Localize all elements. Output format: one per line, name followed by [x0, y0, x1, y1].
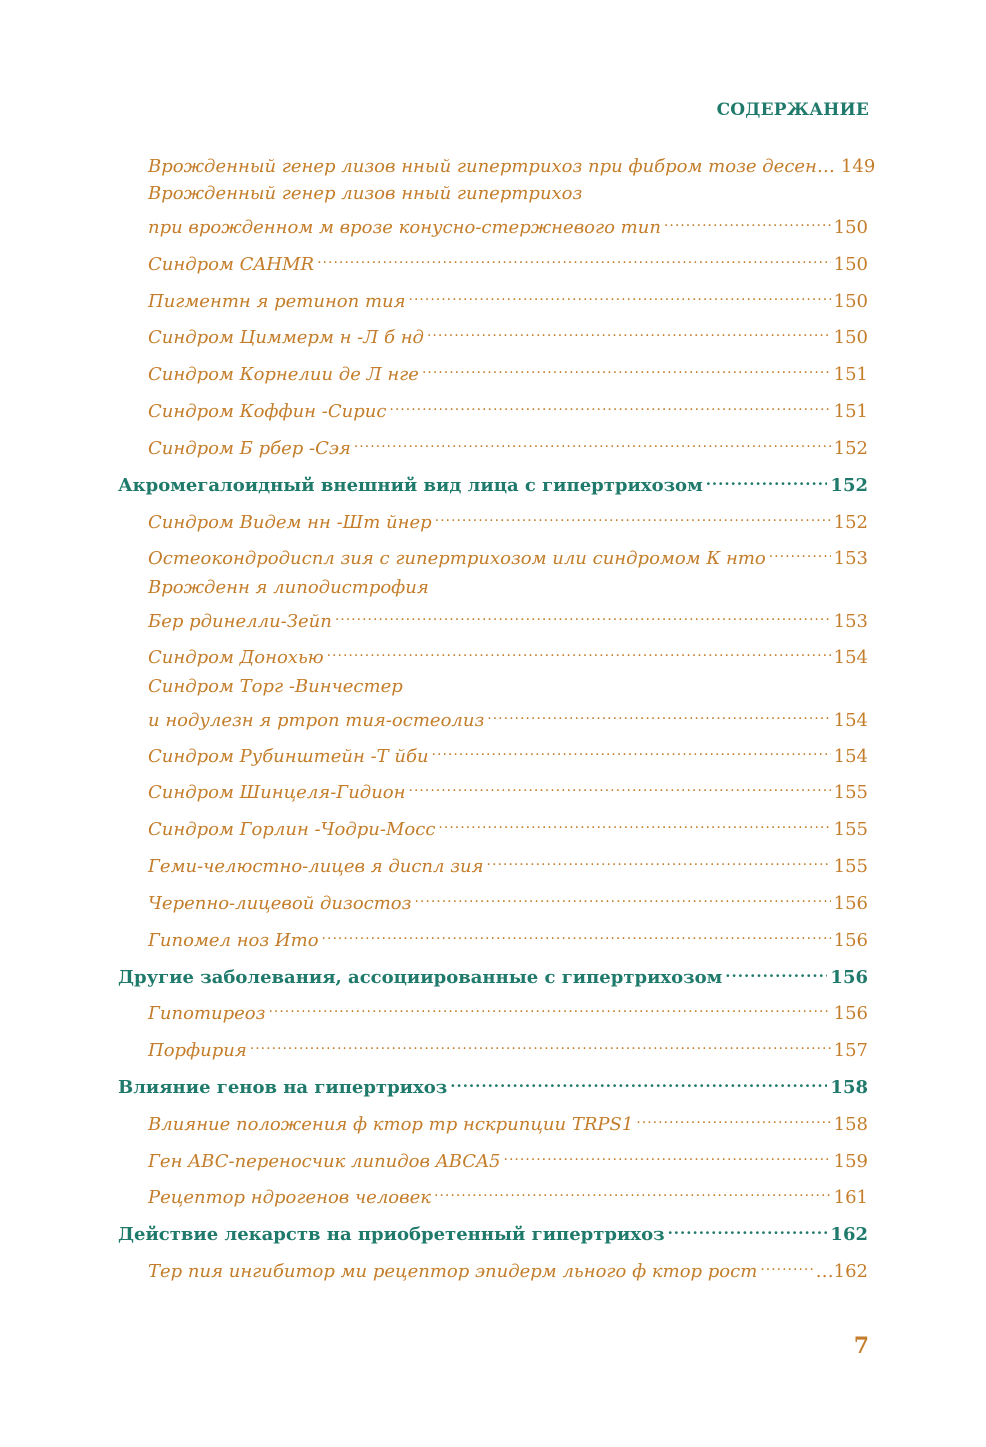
toc-entry-title: Влияние положения ф ктор тр нскрипции TRPS1 — [148, 1114, 634, 1135]
dot-leader — [327, 637, 831, 663]
toc-entry-title-line: Синдром Торг -Винчестер — [148, 676, 403, 697]
toc-entry-row — [148, 354, 868, 388]
toc-entry-row — [148, 772, 868, 806]
toc-entry-row — [148, 281, 868, 315]
toc-page-number: 156 — [830, 967, 868, 988]
toc-page-number: 154 — [833, 710, 868, 731]
toc-entry-row — [118, 1067, 868, 1101]
toc-entry-row — [148, 1251, 868, 1285]
toc-entry-title: Синдром Горлин -Чодри-Мосс — [148, 819, 436, 840]
toc-entry-title: Синдром Циммерм н -Л б нд — [148, 327, 424, 348]
toc-page-number: 152 — [833, 512, 868, 533]
toc-entry-row — [118, 465, 868, 499]
toc-entry[interactable] — [148, 281, 868, 315]
toc-entry-row — [148, 736, 868, 770]
toc-entry[interactable] — [148, 244, 868, 278]
dot-leader — [434, 1177, 831, 1203]
dot-leader — [422, 354, 831, 380]
toc-entry-row — [148, 1104, 868, 1138]
toc-entry-row — [148, 809, 868, 843]
toc-entry-row — [148, 207, 868, 241]
dot-leader — [725, 957, 827, 983]
toc-page-number: 154 — [833, 746, 868, 767]
toc-page-number: 156 — [833, 1003, 868, 1024]
toc-entry-row — [148, 391, 868, 425]
toc-entry-row — [148, 146, 876, 180]
toc-entry[interactable] — [148, 1141, 868, 1175]
dot-leader — [435, 502, 831, 528]
toc-entry-title: Врожденный генер лизов нный гипертрихоз при фибром тозе десен… — [148, 156, 835, 177]
toc-page-number: 155 — [833, 856, 868, 877]
toc-entry-title: Влияние генов на гипертрихоз — [118, 1077, 448, 1098]
toc-page-number: 155 — [833, 819, 868, 840]
toc-entry[interactable] — [148, 391, 868, 425]
toc-page-number: 151 — [833, 364, 868, 385]
dot-leader — [414, 883, 830, 909]
toc-entry-title: Геми-челюстно-лицев я диспл зия — [148, 856, 484, 877]
toc-entry-row — [148, 244, 868, 278]
toc-entry-title: Черепно-лицевой дизостоз — [148, 893, 412, 914]
dot-leader — [317, 244, 831, 270]
toc-entry[interactable] — [148, 846, 868, 880]
dot-leader — [409, 772, 831, 798]
toc-page-number: 157 — [833, 1040, 868, 1061]
page-number: 7 — [853, 1333, 869, 1359]
toc-entry[interactable] — [148, 1177, 868, 1211]
toc-entry-row — [148, 601, 868, 635]
dot-leader — [760, 1251, 812, 1277]
toc-page-number: 159 — [833, 1151, 868, 1172]
toc-entry-title: Действие лекарств на приобретенный гипертрихоз — [118, 1224, 665, 1245]
toc-entry-row — [118, 1214, 868, 1248]
dot-leader — [432, 736, 831, 762]
toc-entry-title: Рецептор ндрогенов человек — [148, 1187, 432, 1208]
toc-entry[interactable] — [148, 772, 868, 806]
dot-leader — [250, 1030, 831, 1056]
toc-entry[interactable] — [148, 538, 868, 572]
toc-page-number: 150 — [833, 327, 868, 348]
toc-entry-title: Синдром Рубинштейн -Т йби — [148, 746, 429, 767]
toc-entry-row — [148, 1177, 868, 1211]
toc-section[interactable] — [118, 957, 868, 991]
toc-entry-row — [148, 883, 868, 917]
toc-entry-row — [148, 1030, 868, 1064]
dot-leader — [409, 281, 831, 307]
toc-entry-row — [148, 637, 868, 671]
toc-entry-title: Синдром Коффин -Сирис — [148, 401, 387, 422]
toc-entry[interactable] — [148, 354, 868, 388]
dot-leader — [450, 1067, 827, 1093]
toc-entry[interactable] — [148, 1251, 868, 1285]
toc-entry-title: Акромегалоидный внешний вид лица с гипертрихозом — [118, 475, 703, 496]
toc-section[interactable] — [118, 1214, 868, 1248]
dot-leader — [668, 1214, 828, 1240]
toc-entry-title: Синдром Б рбер -Сэя — [148, 438, 351, 459]
dot-leader — [636, 1104, 830, 1130]
toc-entry-row — [118, 957, 868, 991]
toc-entry-row — [148, 700, 868, 734]
dot-leader — [335, 601, 831, 627]
toc-page-number: 156 — [833, 930, 868, 951]
toc-entry-row — [148, 502, 868, 536]
toc-entry-row — [148, 538, 868, 572]
toc-entry-title: Пигментн я ретиноп тия — [148, 291, 406, 312]
toc-page-number: 152 — [830, 475, 868, 496]
toc-page-number: 156 — [833, 893, 868, 914]
toc-page-number: 149 — [840, 156, 876, 177]
toc-entry[interactable] — [148, 809, 868, 843]
toc-entry[interactable] — [148, 674, 868, 734]
toc-entry-row — [148, 846, 868, 880]
dot-leader — [322, 920, 831, 946]
toc-page-number: 153 — [833, 548, 868, 569]
toc-entry[interactable] — [148, 181, 868, 241]
toc-entry[interactable] — [148, 502, 868, 536]
toc-entry-title: Синдром Донохью — [148, 647, 324, 668]
dot-leader — [664, 207, 831, 233]
toc-entry-title: Синдром Шинцеля-Гидион — [148, 782, 406, 803]
dot-leader — [487, 846, 831, 872]
toc-entry-row — [148, 920, 868, 954]
toc-entry[interactable] — [148, 883, 868, 917]
toc-entry-title: Ген ABC-переносчик липидов ABCA5 — [148, 1151, 501, 1172]
toc-section[interactable] — [118, 465, 868, 499]
toc-entry-row — [148, 993, 868, 1027]
toc-entry[interactable] — [148, 993, 868, 1027]
dot-leader — [487, 700, 830, 726]
toc-entry-title: Гипомел ноз Ито — [148, 930, 319, 951]
toc-entry-title-line: Врожденный генер лизов нный гипертрихоз — [148, 183, 583, 204]
toc-page-number: 153 — [833, 611, 868, 632]
toc-page-number: 158 — [833, 1114, 868, 1135]
toc-entry-title: Бер рдинелли-Зейп — [148, 611, 332, 632]
dot-leader — [438, 809, 830, 835]
toc-entry[interactable] — [148, 1030, 868, 1064]
toc-page-number: 161 — [833, 1187, 868, 1208]
dot-leader — [706, 465, 828, 491]
toc-entry-title: Синдром CAHMR — [148, 254, 315, 275]
dot-leader — [769, 538, 831, 564]
dot-leader — [427, 317, 831, 343]
toc-entry[interactable] — [148, 920, 868, 954]
toc-entry[interactable] — [148, 317, 868, 351]
toc-entry-title: Синдром Корнелии де Л нге — [148, 364, 419, 385]
toc-entry-title: Другие заболевания, ассоциированные с гипертрихозом — [118, 967, 723, 988]
toc-entry[interactable] — [148, 428, 868, 462]
toc-page-number: 154 — [833, 647, 868, 668]
toc-entry-title: Порфирия — [148, 1040, 247, 1061]
toc-entry-title-line: Врожденн я липодистрофия — [148, 577, 429, 598]
toc-entry-title: при врожденном м врозе конусно-стержневого тип — [148, 217, 661, 238]
toc-entry-title: и нодулезн я ртроп тия-остеолиз — [148, 710, 485, 731]
toc-entry-title: Тер пия ингибитор ми рецептор эпидерм льного ф ктор рост — [148, 1261, 758, 1282]
toc-page-number: 150 — [833, 291, 868, 312]
toc-entry-title: Остеокондродиспл зия с гипертрихозом или синдромом К нто — [148, 548, 766, 569]
dot-leader — [389, 391, 830, 417]
toc-entry-title: Гипотиреоз — [148, 1003, 266, 1024]
toc-page-number: 151 — [833, 401, 868, 422]
page-header-title: СОДЕРЖАНИЕ — [716, 100, 869, 120]
toc-page-number: 162 — [830, 1224, 868, 1245]
toc-page-number: 152 — [833, 438, 868, 459]
toc-entry[interactable] — [148, 637, 868, 671]
toc-entry[interactable] — [148, 575, 868, 635]
dot-leader — [504, 1141, 831, 1167]
toc-entry-row — [148, 428, 868, 462]
toc-page-number: 158 — [830, 1077, 868, 1098]
dot-leader — [354, 428, 831, 454]
toc-section[interactable] — [118, 1067, 868, 1101]
toc-entry-title: Синдром Видем нн -Шт йнер — [148, 512, 432, 533]
toc-entry[interactable] — [148, 146, 876, 180]
toc-entry[interactable] — [148, 1104, 868, 1138]
toc-entry-row — [148, 1141, 868, 1175]
dot-leader — [268, 993, 830, 1019]
toc-entry-row — [148, 317, 868, 351]
toc-page-number: 150 — [833, 217, 868, 238]
toc-page-number: 150 — [833, 254, 868, 275]
toc-entry[interactable] — [148, 736, 868, 770]
toc-page-number: …162 — [815, 1261, 868, 1282]
toc-page-number: 155 — [833, 782, 868, 803]
